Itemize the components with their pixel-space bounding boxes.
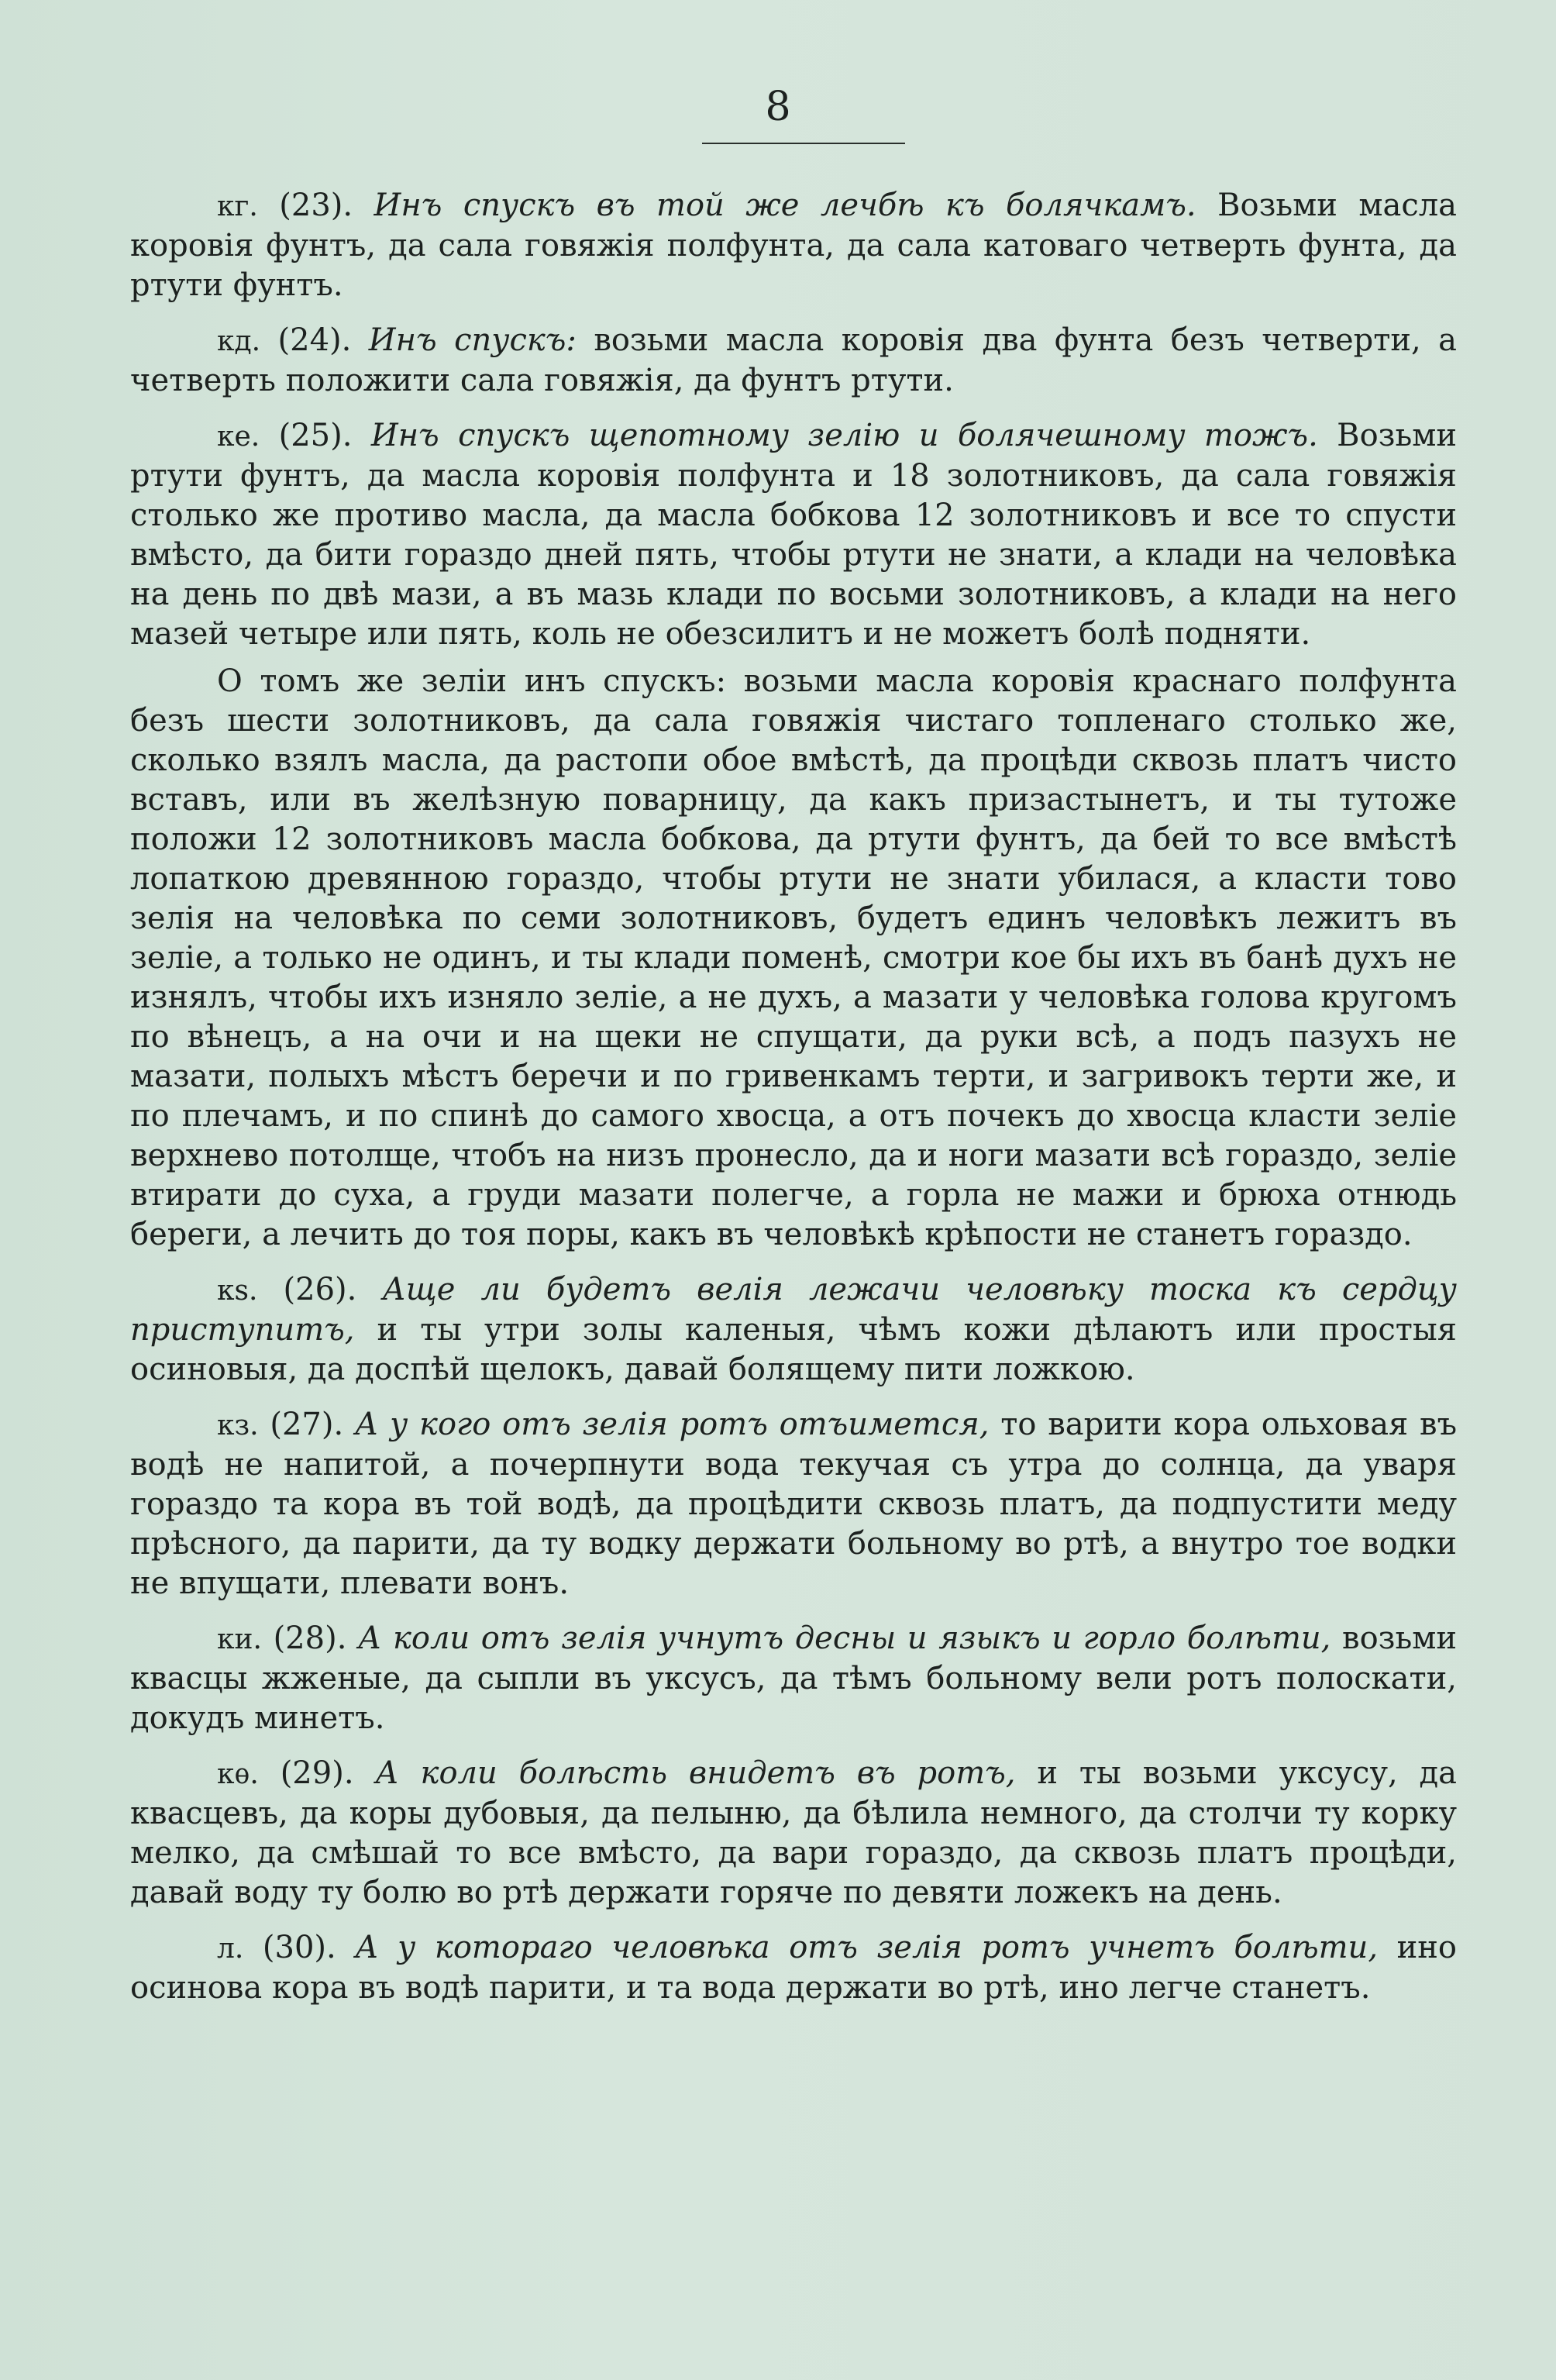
paragraph-number: (27). — [270, 1407, 344, 1442]
paragraph-body: Возьми масла коровія фунтъ, да сала говяжія полфунта, да сала катоваго четверть фунта, да ртути фунтъ. — [130, 188, 1458, 303]
paragraph-heading: А у кого отъ зелія ротъ отъимется, — [355, 1407, 990, 1442]
paragraph-number: (26). — [283, 1272, 357, 1307]
paragraph-28 — [130, 1619, 1457, 1738]
paragraph-25 — [130, 416, 1457, 654]
paragraph-heading: Инъ спускъ щепотному зелію и болячешному тожъ. — [370, 418, 1318, 453]
paragraph-marker: ки. — [217, 1624, 262, 1655]
paragraph-marker: кѳ. — [217, 1758, 259, 1790]
paragraph-24 — [130, 321, 1457, 401]
paragraph-body: Возьми ртути фунтъ, да масла коровія полфунта и 18 золотниковъ, да сала говяжія столько же противо масла, да масла бобкова 12 золотниковъ и все то спусти вмѣсто, да бити гораздо дней пять, чтобы ртути не знати, а клади на человѣка на день по двѣ мази, а въ мазь клади по восьми золотниковъ, а клади на него мазей четыре или пять, коль не обезсилитъ и не можетъ болѣ подняти. — [130, 418, 1458, 652]
paragraph-marker: ке. — [217, 421, 260, 453]
paragraph-heading: А коли болѣсть внидетъ въ ротъ, — [375, 1755, 1016, 1791]
paragraph-body: и ты возьми уксусу, да квасцевъ, да коры дубовыя, да пелыню, да бѣлила немного, да столчи ту корку мелко, да смѣшай то все вмѣсто, да вари гораздо, да сквозь платъ процѣди, давай воду ту болю во ртѣ держати горяче по девяти ложекъ на день. — [130, 1755, 1458, 1910]
paragraph-body: и ты утри золы каленыя, чѣмъ кожи дѣлаютъ или простыя осиновыя, да доспѣй щелокъ, давай болящему пити ложкою. — [130, 1312, 1457, 1387]
paragraph-heading: Аще ли будетъ велія лежачи человѣку тоска къ сердцу приступитъ, — [130, 1272, 1458, 1348]
paragraph-29 — [130, 1754, 1457, 1913]
page-number: 8 — [765, 84, 791, 130]
paragraph-body: ино осинова кора въ водѣ парити, и та вода держати во ртѣ, ино легче станетъ. — [130, 1930, 1458, 2006]
paragraph-body: возьми квасцы жженые, да сыпли въ уксусъ, да тѣмъ больному вели ротъ полоскати, докудъ минетъ. — [130, 1621, 1458, 1736]
paragraph-heading: Инъ спускъ въ той же лечбѣ къ болячкамъ. — [374, 188, 1196, 223]
paragraph-26 — [130, 1270, 1457, 1390]
paragraph-number: (28). — [273, 1621, 347, 1656]
paragraph-number: (30). — [262, 1930, 336, 1965]
page-text — [130, 186, 1457, 2024]
paragraph-body: то варити кора ольховая въ водѣ не напитой, а почерпнути вода текучая съ утра до солнца, да уваря гораздо та кора въ той водѣ, да процѣдити сквозь платъ, да подпустити меду прѣсного, да парити, да ту водку держати больному во ртѣ, а внутро тое водки не впущати, плевати вонъ. — [130, 1407, 1458, 1601]
page-number-rule — [702, 143, 905, 144]
paragraph-body: О томъ же зеліи инъ спускъ: возьми масла коровія краснаго полфунта безъ шести золотниковъ, да сала говяжія чистаго топленаго столько же, сколько взялъ масла, да растопи обое вмѣстѣ, да процѣди сквозь платъ чисто вставъ, или въ желѣзную поварницу, да какъ призастынетъ, и ты тутоже положи 12 золотниковъ масла бобкова, да ртути фунтъ, да бей то все вмѣстѣ лопаткою древянною гораздо, чтобы ртути не знати убилася, а класти тово зелія на человѣка по семи золотниковъ, будетъ единъ человѣкъ лежитъ въ зеліе, а только не одинъ, и ты клади поменѣ, смотри кое бы ихъ въ банѣ духъ не изнялъ, чтобы ихъ изняло зеліе, а не духъ, а мазати у человѣка голова кругомъ по вѣнецъ, а на очи и на щеки не спущати, да руки всѣ, а подъ пазухъ не мазати, полыхъ мѣстъ беречи и по гривенкамъ терти, и загривокъ терти же, и по плечамъ, и по спинѣ до самого хвосца, а отъ почекъ до хвосца класти зеліе верхнево потолще, чтобъ на низъ пронесло, да и ноги мазати всѣ гораздо, зеліе втирати до суха, а груди мазати полегче, а горла не мажи и брюха отнюдь береги, а лечить до тоя поры, какъ въ человѣкѣ крѣпости не станетъ гораздо. — [130, 663, 1457, 1252]
paragraph-25-continuation — [130, 662, 1457, 1255]
paragraph-heading: Инъ спускъ: — [368, 322, 577, 358]
paragraph-marker: кд. — [217, 325, 261, 357]
paragraph-23 — [130, 186, 1457, 305]
paragraph-number: (23). — [279, 188, 353, 223]
paragraph-body: возьми масла коровія два фунта безъ четверти, а четверть положити сала говяжія, да фунтъ ртути. — [130, 322, 1458, 398]
paragraph-marker: кз. — [217, 1410, 259, 1441]
paragraph-30 — [130, 1928, 1457, 2008]
paragraph-marker: л. — [217, 1933, 244, 1965]
paragraph-heading: А коли отъ зелія учнутъ десны и языкъ и горло болѣти, — [358, 1621, 1331, 1656]
paragraph-number: (25). — [278, 418, 353, 453]
paragraph-marker: кг. — [217, 191, 258, 222]
paragraph-marker: кѕ. — [217, 1275, 258, 1307]
paragraph-number: (29). — [280, 1755, 354, 1791]
paragraph-number: (24). — [277, 322, 352, 358]
paragraph-27 — [130, 1405, 1457, 1603]
paragraph-heading: А у котораго человѣка отъ зелія ротъ учнетъ болѣти, — [355, 1930, 1379, 1965]
